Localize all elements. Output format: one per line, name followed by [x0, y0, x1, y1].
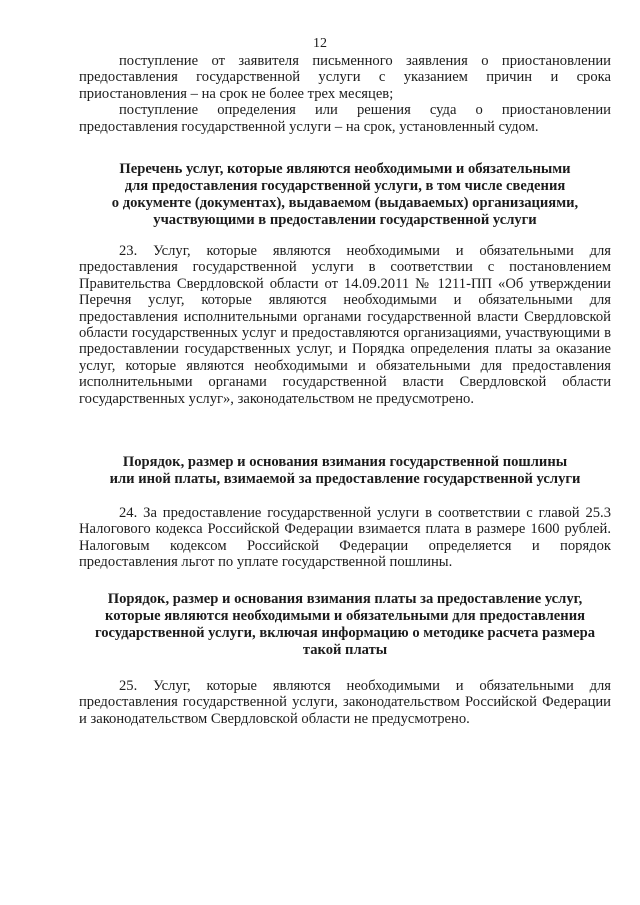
heading-required-services: Перечень услуг, которые являются необходимыми и обязательными для предоставления государственной услуги, в том числе сведения о документе (документах), выдаваемом (выдаваемых) организациями, участвующими в предоставлении государственной услуги: [111, 161, 579, 228]
paragraph-23: 23. Услуг, которые являются необходимыми и обязательными для предоставления государственной услуги в соответствии с постановлением Правительства Свердловской области от 14.09.2011 № 1211-ПП «Об утверждении Перечня услуг, которые являются необходимыми и обязательными для предоставления исполнительными органами государственной власти Свердловской области государственных услуг и предоставляются организациями, участвующими в предоставлении государственных услуг, и Порядка определения платы за оказание услуг, которые являются необходимыми и обязательными для предоставления исполнительными органами государственной власти Свердловской области государственных услуг», законодательством не предусмотрено.: [79, 243, 611, 407]
page-number: 12: [313, 36, 327, 51]
paragraph-suspension-court: поступление определения или решения суда о приостановлении предоставления государственной услуги – на срок, установленный судом.: [79, 102, 611, 135]
heading-state-duty: Порядок, размер и основания взимания государственной пошлины или иной платы, взимаемой за предоставление государственной услуги: [109, 454, 581, 487]
heading-fee-method: Порядок, размер и основания взимания платы за предоставление услуг, которые являются необходимыми и обязательными для предоставления государственной услуги, включая информацию о методике расчета размера такой платы: [94, 591, 596, 658]
paragraph-suspension-application: поступление от заявителя письменного заявления о приостановлении предоставления государственной услуги с указанием причин и срока приостановления – на срок не более трех месяцев;: [79, 53, 611, 102]
paragraph-25: 25. Услуг, которые являются необходимыми и обязательными для предоставления государственной услуги, законодательством Российской Федерации и законодательством Свердловской области не предусмотрено.: [79, 678, 611, 727]
paragraph-24: 24. За предоставление государственной услуги в соответствии с главой 25.3 Налогового кодекса Российской Федерации взимается плата в размере 1600 рублей. Налоговым кодексом Российской Федерации определяется и порядок предоставления льгот по уплате государственной пошлины.: [79, 505, 611, 571]
suspension-paragraphs: [79, 53, 611, 135]
